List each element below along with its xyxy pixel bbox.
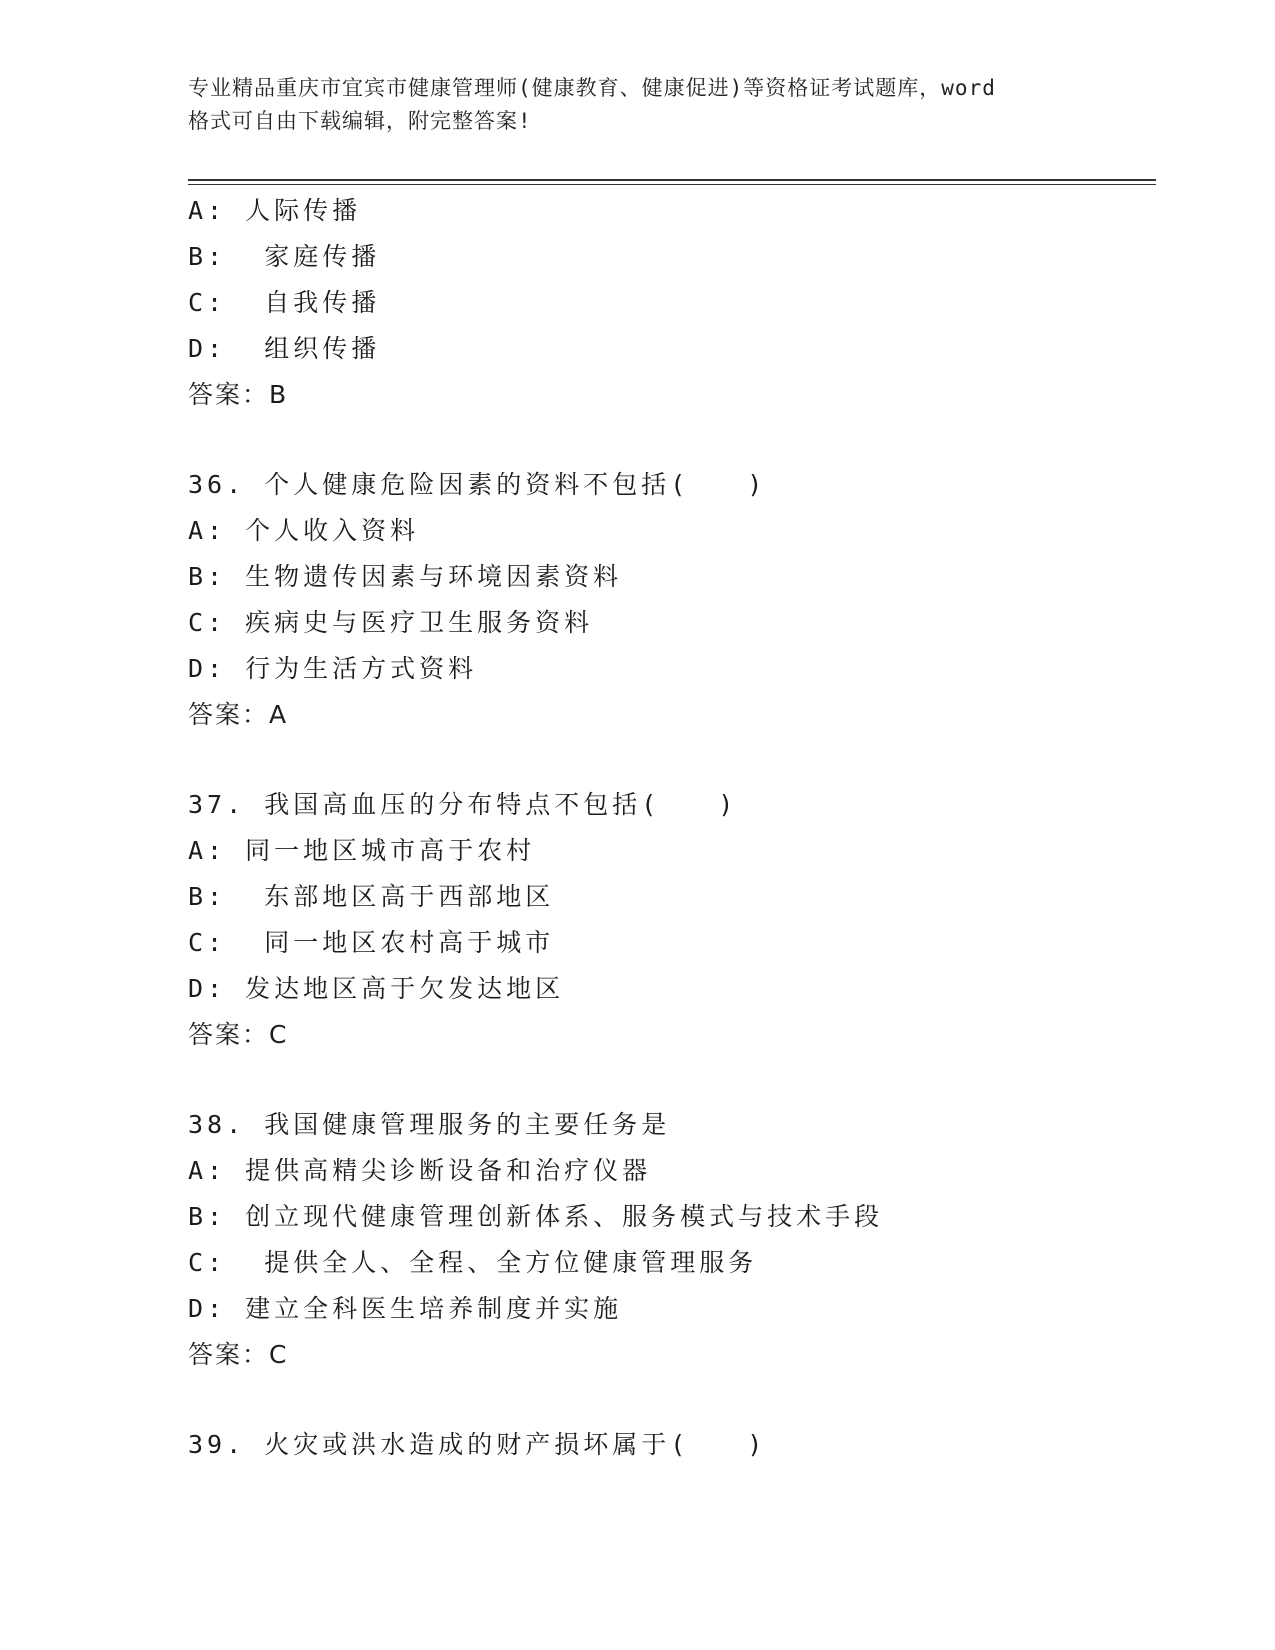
option-a: A: 人际传播 xyxy=(188,196,362,225)
spacer xyxy=(188,1378,1148,1422)
spacer xyxy=(188,738,1148,782)
option-c: C: 疾病史与医疗卫生服务资料 xyxy=(188,608,594,637)
header-divider-thick xyxy=(188,179,1156,181)
header-divider-thin xyxy=(188,184,1156,185)
header-line-2: 格式可自由下载编辑，附完整答案! xyxy=(188,109,532,133)
question-block-38 xyxy=(188,1102,1148,1378)
option-d: D: 行为生活方式资料 xyxy=(188,654,478,683)
question-block-36 xyxy=(188,462,1148,738)
option-b: B: 家庭传播 xyxy=(188,242,381,271)
answer-label: 答案：C xyxy=(188,1340,289,1369)
option-a: A: 同一地区城市高于农村 xyxy=(188,836,536,865)
answer-label: 答案：C xyxy=(188,1020,289,1049)
option-d: D: 组织传播 xyxy=(188,334,381,363)
question-text: 39. 火灾或洪水造成的财产损坏属于( ) xyxy=(188,1430,767,1459)
answer-label: 答案：B xyxy=(188,380,289,409)
option-a: A: 提供高精尖诊断设备和治疗仪器 xyxy=(188,1156,652,1185)
spacer xyxy=(188,418,1148,462)
question-list xyxy=(188,188,1148,1468)
question-text: 36. 个人健康危险因素的资料不包括( ) xyxy=(188,470,767,499)
option-c: C: 自我传播 xyxy=(188,288,381,317)
option-d: D: 发达地区高于欠发达地区 xyxy=(188,974,565,1003)
question-text: 38. 我国健康管理服务的主要任务是 xyxy=(188,1110,671,1139)
question-text: 37. 我国高血压的分布特点不包括( ) xyxy=(188,790,738,819)
document-header xyxy=(188,72,1108,138)
header-line-1: 专业精品重庆市宜宾市健康管理师(健康教育、健康促进)等资格证考试题库，word xyxy=(188,76,996,100)
question-block-37 xyxy=(188,782,1148,1058)
option-c: C: 同一地区农村高于城市 xyxy=(188,928,555,957)
option-d: D: 建立全科医生培养制度并实施 xyxy=(188,1294,623,1323)
answer-label: 答案：A xyxy=(188,700,289,729)
option-a: A: 个人收入资料 xyxy=(188,516,420,545)
option-b: B: 创立现代健康管理创新体系、服务模式与技术手段 xyxy=(188,1202,884,1231)
question-block-39 xyxy=(188,1422,1148,1468)
spacer xyxy=(188,1058,1148,1102)
option-c: C: 提供全人、全程、全方位健康管理服务 xyxy=(188,1248,758,1277)
option-b: B: 东部地区高于西部地区 xyxy=(188,882,555,911)
question-block-35 xyxy=(188,188,1148,418)
option-b: B: 生物遗传因素与环境因素资料 xyxy=(188,562,623,591)
